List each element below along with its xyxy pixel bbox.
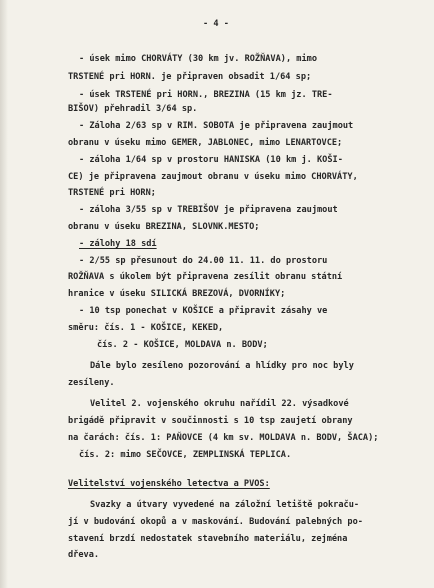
text-line: směru: čís. 1 - KOŠICE, KEKED,: [68, 323, 224, 333]
text-line: - úsek TRSTENÉ pri HORN., BREZINA (15 km jz. TRE-: [79, 90, 333, 100]
text-line: TRSTENÉ pri HORN. je připraven obsadit 1/64 sp;: [68, 72, 312, 82]
text-line: - záloha 3/55 sp v TREBIŠOV je připravena zaujmout: [79, 205, 338, 215]
text-line: ROŽŇAVA s úkolem být připravena zesílit obranu státní: [68, 272, 343, 282]
text-line: - 10 tsp ponechat v KOŠICE a připravit zásahy ve: [79, 306, 328, 316]
text-line: zesíleny.: [68, 378, 115, 388]
text-line: na čarách: čís. 1: PAŇOVCE (4 km sv. MOLDAVA n. BODV, ŠACA);: [68, 433, 379, 443]
text-line: čís. 2: mimo SEČOVCE, ZEMPLINSKÁ TEPLICA.: [79, 450, 292, 460]
text-line: hranice v úseku SILICKÁ BREZOVÁ, DVORNÍKY;: [68, 289, 286, 299]
text-line: TRSTENÉ pri HORN;: [68, 188, 156, 198]
text-line: jí v budování okopů a v maskování. Budování palebných po-: [68, 517, 363, 527]
text-line: dřeva.: [68, 550, 100, 560]
section-heading: Velitelství vojenského letectva a PVOS:: [68, 479, 270, 489]
text-line: - úsek mimo CHORVÁTY (30 km jv. ROŽŇAVA), mimo: [79, 54, 317, 64]
text-line: brigádě připravit v součinnosti s 10 tsp zaujetí obrany: [68, 416, 353, 426]
text-line: CE) je připravena zaujmout obranu v úseku mimo CHORVÁTY,: [68, 172, 358, 182]
text-line: obranu v úseku mimo GEMER, JABLONEC, mimo LENARTOVCE;: [68, 138, 343, 148]
text-line: - záloha 1/64 sp v prostoru HANISKA (10 km j. KOŠI-: [79, 155, 343, 165]
text-line: Velitel 2. vojenského okruhu nařídil 22. výsadkové: [90, 399, 349, 409]
page-number: - 4 -: [203, 19, 229, 29]
text-line: BIŠOV) přehradil 3/64 sp.: [68, 104, 198, 114]
text-line: - Záloha 2/63 sp v RIM. SOBOTA je připravena zaujmout: [79, 121, 354, 131]
text-line: obranu v úseku BREZINA, SLOVNK.MESTO;: [68, 222, 260, 232]
section-subheading: - zálohy 18 sdí: [79, 239, 157, 249]
text-line: čís. 2 - KOŠICE, MOLDAVA n. BODV;: [97, 340, 268, 350]
text-line: stavení brzdí nedostatek stavebního materiálu, zejména: [68, 534, 348, 544]
text-line: Svazky a útvary vyvedené na záložní letiště pokraču-: [90, 500, 360, 510]
text-line: Dále bylo zesíleno pozorování a hlídky pro noc byly: [90, 361, 354, 371]
text-line: - 2/55 sp přesunout do 24.00 11. 11. do prostoru: [79, 256, 328, 266]
